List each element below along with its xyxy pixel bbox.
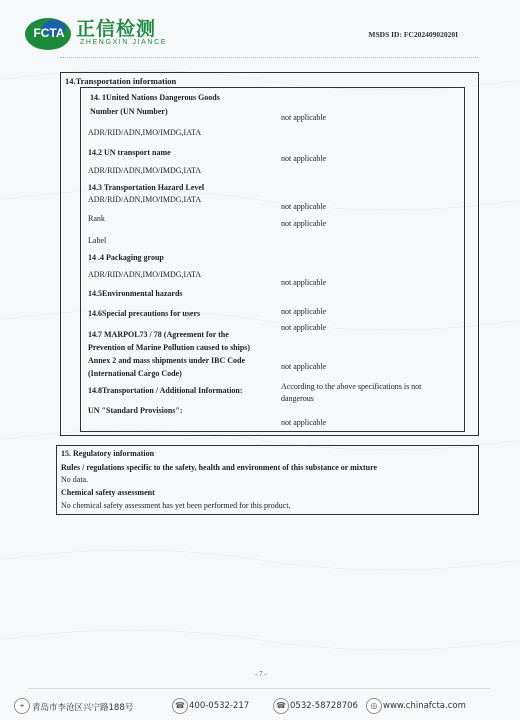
standard-provisions-value: not applicable (281, 418, 327, 427)
location-pin-icon: ⌖ (14, 698, 30, 714)
section-15-title: 15. Regulatory information (61, 449, 155, 458)
marpol-line-1: 14.7 MARPOL73 / 78 (Agreement for the (88, 330, 229, 339)
section-15-regulatory (56, 445, 479, 515)
shipping-name-value: not applicable (281, 154, 327, 163)
packaging-label: 14 .4 Packaging group (88, 253, 164, 262)
section-14-transport (60, 72, 479, 436)
additional-info-label: 14.8Transportation / Additional Information: (88, 386, 243, 395)
phone-icon: ☎ (273, 698, 289, 714)
section-14-title: 14.Transportation information (65, 76, 177, 86)
marpol-value-2: not applicable (281, 362, 327, 371)
hazard-class-regs: ADR/RID/ADN,IMO/IMDG,IATA (88, 195, 202, 204)
footer-divider (28, 688, 490, 689)
hazard-class-value: not applicable (281, 202, 327, 211)
packaging-regs: ADR/RID/ADN,IMO/IMDG,IATA (88, 270, 202, 279)
page-header (0, 0, 520, 62)
shipping-name-label: 14.2 UN transport name (88, 148, 171, 157)
marpol-line-4: (International Cargo Code) (88, 369, 182, 378)
packaging-value: not applicable (281, 278, 327, 287)
globe-icon: ◎ (366, 698, 382, 714)
un-number-label-2: Number (UN Number) (90, 107, 168, 116)
page-footer (0, 688, 520, 720)
footer-address: 青岛市李沧区兴宁路188号 (32, 703, 134, 713)
precautions-label: 14.6Special precautions for users (88, 309, 201, 318)
marpol-line-3: Annex 2 and mass shipments under IBC Code (88, 356, 245, 365)
shipping-name-regs: ADR/RID/ADN,IMO/IMDG,IATA (88, 166, 202, 175)
un-number-label-1: 14. 1United Nations Dangerous Goods (90, 93, 220, 102)
footer-phone-2: 0532-58728706 (290, 701, 358, 711)
rank-label: Rank (88, 214, 105, 223)
assessment-heading: Chemical safety assessment (61, 488, 155, 497)
phone-icon: ☎ (172, 698, 188, 714)
footer-phone: 400-0532-217 (189, 701, 250, 711)
rules-value: No data. (61, 475, 89, 484)
msds-id: MSDS ID: FC20240902020I (368, 30, 458, 39)
un-number-regs: ADR/RID/ADN,IMO/IMDG,IATA (88, 128, 202, 137)
page-number: - 7 - (255, 670, 267, 678)
rules-heading: Rules / regulations specific to the safety, health and environment of this substance or mixture (61, 463, 378, 472)
logo-english-text: ZHENGXIN JIANCE (80, 39, 168, 46)
rank-value: not applicable (281, 219, 327, 228)
un-number-value: not applicable (281, 113, 327, 122)
label-label: Label (88, 236, 107, 245)
marpol-value-1: not applicable (281, 323, 327, 332)
additional-info-value-2: dangerous (281, 394, 314, 403)
transport-table (80, 87, 465, 432)
logo-chinese-text: 正信检测 (76, 18, 157, 40)
additional-info-value-1: According to the above specifications is not (281, 382, 422, 391)
marpol-line-2: Prevention of Marine Pollution caused to ships) (88, 343, 251, 352)
header-divider (60, 57, 478, 58)
standard-provisions-label: UN "Standard Provisions": (88, 406, 183, 415)
logo-mark: FCTA (33, 26, 65, 40)
footer-website[interactable]: www.chinafcta.com (383, 701, 466, 711)
company-logo (24, 14, 184, 52)
precautions-value: not applicable (281, 307, 327, 316)
env-hazards-label: 14.5Environmental hazards (88, 289, 183, 298)
hazard-class-label: 14.3 Transportation Hazard Level (88, 183, 205, 192)
assessment-value: No chemical safety assessment has yet been performed for this product. (61, 501, 291, 510)
